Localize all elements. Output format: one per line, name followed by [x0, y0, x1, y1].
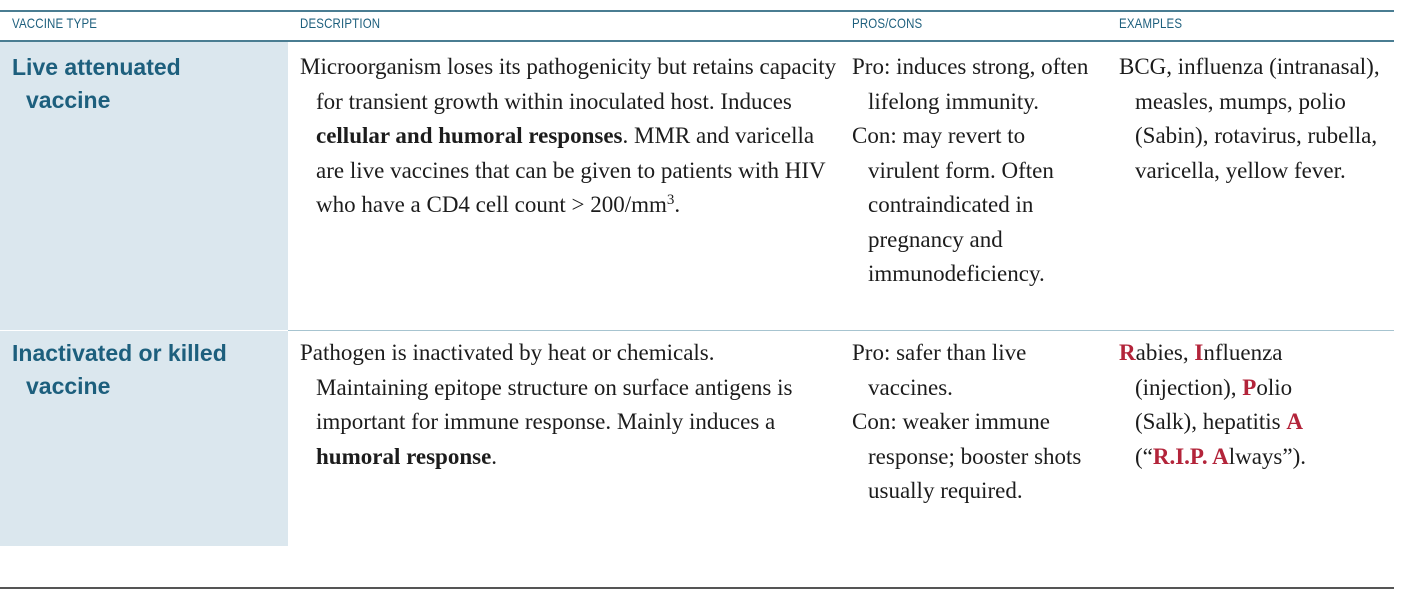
pros-cons-cell	[852, 50, 1102, 292]
row-label-line1: Live attenuated	[12, 54, 181, 80]
examples-cell: Rabies, Influenza (injection), Polio (Salk), hepatitis A (“R.I.P. Always”).	[1119, 340, 1306, 469]
row-divider	[288, 330, 1394, 331]
row-label-line2: vaccine	[26, 87, 111, 113]
description-cell: Pathogen is inactivated by heat or chemicals. Maintaining epitope structure on surface antigens is important for immune response. Mainly induces a humoral response.	[300, 340, 793, 469]
row-label-line1: Inactivated or killed	[12, 340, 227, 366]
pro-text: Pro: safer than live vaccines.	[852, 340, 1027, 400]
con-text: Con: may revert to virulent form. Often contraindicated in pregnancy and immunodeficiency.	[852, 123, 1054, 286]
con-text: Con: weaker immune response; booster shots usually required.	[852, 409, 1082, 503]
examples-cell: BCG, influenza (intranasal), measles, mumps, polio (Sabin), rotavirus, rubella, varicella, yellow fever.	[1119, 54, 1380, 183]
column-header-description: DESCRIPTION	[300, 15, 381, 31]
column-header-pros-cons: PROS/CONS	[852, 15, 923, 31]
row-label-live-attenuated	[12, 51, 282, 117]
table-top-rule	[0, 10, 1394, 12]
row-label-inactivated	[12, 337, 282, 403]
column-header-vaccine-type: VACCINE TYPE	[12, 15, 98, 31]
pro-text: Pro: induces strong, often lifelong immunity.	[852, 54, 1089, 114]
description-cell: Microorganism loses its pathogenicity but retains capacity for transient growth within inoculated host. Induces cellular and humoral responses. MMR and varicella are live vaccines that can be given to patients with HIV who have a CD4 cell count > $200/mm^3$.	[300, 54, 837, 217]
table-bottom-rule	[0, 587, 1394, 589]
row-label-line2: vaccine	[26, 373, 111, 399]
pros-cons-cell	[852, 336, 1102, 509]
column-header-examples: EXAMPLES	[1119, 15, 1183, 31]
